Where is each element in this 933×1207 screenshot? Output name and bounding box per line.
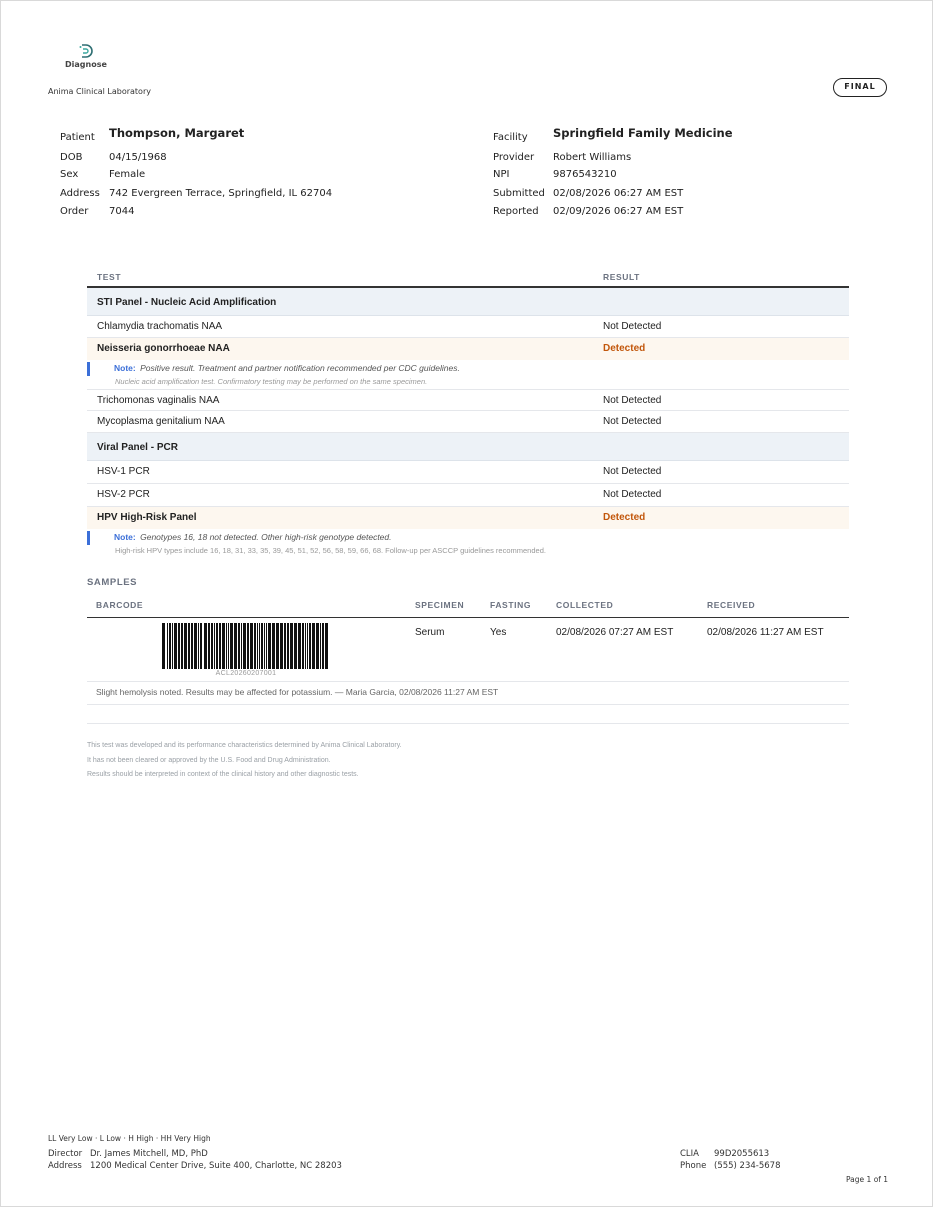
test-result: Not Detected (603, 416, 662, 427)
test-result: Detected (603, 343, 646, 354)
table-row (87, 484, 849, 507)
test-name: HSV-1 PCR (97, 466, 150, 477)
panel-header (87, 433, 849, 461)
result-note (87, 360, 849, 389)
table-row-abnormal (87, 507, 849, 529)
barcode-number: ACL20260207001 (215, 670, 277, 677)
note-accent-bar (87, 362, 90, 376)
note-accent-bar (87, 531, 90, 545)
samples-table (87, 596, 849, 705)
dob-value: 04/15/1968 (109, 152, 167, 163)
director-line (48, 1149, 208, 1159)
column-header-test: TEST (97, 272, 122, 282)
order-label: Order (60, 206, 89, 217)
column-header-received: RECEIVED (707, 600, 756, 610)
reported-value: 02/09/2026 06:27 AM EST (553, 206, 684, 217)
disclaimer-line: It has not been cleared or approved by the U.S. Food and Drug Administration. (87, 756, 331, 764)
note-text: Positive result. Treatment and partner notification recommended per CDC guidelines. (140, 363, 460, 373)
lab-name: Anima Clinical Laboratory (48, 87, 151, 96)
samples-title: SAMPLES (87, 577, 138, 588)
logo-text: Diagnose (65, 60, 107, 69)
sample-row (87, 618, 849, 682)
note-text: Genotypes 16, 18 not detected. Other high-risk genotype detected. (140, 532, 392, 542)
results-table (87, 267, 849, 558)
test-name: Chlamydia trachomatis NAA (97, 321, 223, 332)
panel-title: STI Panel - Nucleic Acid Amplification (97, 297, 277, 308)
lab-address-value: 1200 Medical Center Drive, Suite 400, Charlotte, NC 28203 (90, 1161, 342, 1171)
panel-title: Viral Panel - PCR (97, 442, 178, 453)
panel-header (87, 288, 849, 316)
status-badge: FINAL (833, 78, 887, 97)
test-name: Neisseria gonorrhoeae NAA (97, 343, 230, 354)
provider-value: Robert Williams (553, 152, 632, 163)
director-value: Dr. James Mitchell, MD, PhD (90, 1149, 208, 1159)
submitted-label: Submitted (493, 188, 545, 199)
column-header-result: RESULT (603, 272, 640, 282)
table-row (87, 411, 849, 433)
logo-mark-icon (77, 43, 93, 59)
table-row (87, 316, 849, 338)
phone-line (680, 1161, 780, 1171)
npi-value: 9876543210 (553, 169, 617, 180)
specimen-value: Serum (415, 627, 445, 638)
lab-logo (65, 43, 105, 69)
table-row (87, 461, 849, 484)
lab-address-label: Address (48, 1161, 82, 1171)
lab-address-line (48, 1161, 342, 1171)
phone-value: (555) 234-5678 (714, 1161, 781, 1171)
collected-value: 02/08/2026 07:27 AM EST (556, 627, 674, 638)
sex-value: Female (109, 169, 146, 180)
note-label: Note: (114, 363, 136, 373)
result-note (87, 529, 849, 558)
test-name: HPV High-Risk Panel (97, 512, 197, 523)
note-subtext: Nucleic acid amplification test. Confirmatory testing may be performed on the same specimen. (115, 377, 428, 386)
facility-name: Springfield Family Medicine (553, 126, 733, 140)
test-result: Not Detected (603, 321, 662, 332)
clia-value: 99D2055613 (714, 1149, 770, 1159)
order-value: 7044 (109, 206, 135, 217)
divider (87, 723, 849, 724)
column-header-fasting: FASTING (490, 600, 532, 610)
address-label: Address (60, 188, 100, 199)
test-result: Detected (603, 512, 646, 523)
sample-comment (87, 682, 849, 705)
test-name: Trichomonas vaginalis NAA (97, 395, 220, 406)
test-result: Not Detected (603, 395, 662, 406)
clia-label: CLIA (680, 1149, 699, 1159)
column-header-specimen: SPECIMEN (415, 600, 465, 610)
received-value: 02/08/2026 11:27 AM EST (707, 627, 824, 638)
column-header-collected: COLLECTED (556, 600, 614, 610)
provider-label: Provider (493, 152, 535, 163)
sample-comment-text: Slight hemolysis noted. Results may be affected for potassium. — Maria Garcia, 02/08/2026 11:27 AM EST (96, 687, 499, 697)
test-result: Not Detected (603, 466, 662, 477)
table-row-abnormal (87, 338, 849, 360)
disclaimer (87, 739, 402, 783)
sex-label: Sex (60, 169, 79, 180)
facility-label: Facility (493, 132, 528, 143)
phone-label: Phone (680, 1161, 707, 1171)
disclaimer-line: This test was developed and its performance characteristics determined by Anima Clinical Laboratory. (87, 742, 402, 749)
samples-header (87, 596, 849, 618)
test-name: HSV-2 PCR (97, 489, 150, 500)
barcode-image (162, 623, 330, 669)
patient-label: Patient (60, 132, 95, 143)
test-name: Mycoplasma genitalium NAA (97, 416, 225, 427)
npi-label: NPI (493, 169, 510, 180)
test-result: Not Detected (603, 489, 662, 500)
dob-label: DOB (60, 152, 83, 163)
table-row (87, 389, 849, 411)
director-label: Director (48, 1149, 83, 1159)
note-subtext: High-risk HPV types include 16, 18, 31, 33, 35, 39, 45, 51, 52, 56, 58, 59, 66, 68. Follow-up per ASCCP guidelines recommended. (115, 546, 546, 555)
flag-legend: LL Very Low · L Low · H High · HH Very High (48, 1134, 211, 1143)
results-header (87, 267, 849, 288)
address-value: 742 Evergreen Terrace, Springfield, IL 62704 (109, 188, 333, 199)
page-number: Page 1 of 1 (846, 1175, 889, 1184)
disclaimer-line: Results should be interpreted in context of the clinical history and other diagnostic tests. (87, 771, 359, 778)
reported-label: Reported (493, 206, 539, 217)
clia-line (680, 1149, 769, 1159)
submitted-value: 02/08/2026 06:27 AM EST (553, 188, 684, 199)
patient-name: Thompson, Margaret (109, 126, 245, 140)
note-label: Note: (114, 532, 136, 542)
column-header-barcode: BARCODE (96, 600, 144, 610)
fasting-value: Yes (490, 627, 507, 638)
